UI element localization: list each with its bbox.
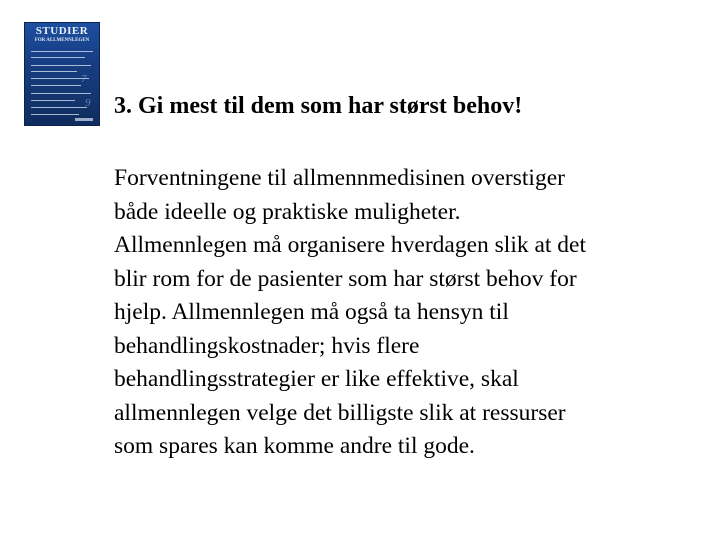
body-line: behandlingsstrategier er like effektive, skal: [114, 366, 519, 392]
body-line: blir rom for de pasienter som har størst behov for: [114, 265, 577, 292]
body-line: allmennlegen velge det billigste slik at ressurser: [114, 399, 566, 426]
poster-text-line: [31, 51, 93, 52]
body-line: både ideelle og praktiske muligheter.: [114, 198, 461, 225]
poster-text-line: [31, 93, 91, 94]
poster-text-line: [31, 100, 75, 101]
body-line: Forventningene til allmennmedisinen overstiger: [114, 165, 565, 191]
body-line: som spares kan komme andre til gode.: [114, 433, 475, 459]
body-line: behandlingskostnader; hvis flere: [114, 332, 420, 359]
poster-thumbnail: [24, 22, 100, 126]
slide-heading: 3. Gi mest til dem som har størst behov!: [114, 93, 523, 119]
poster-subtitle: FOR ALLMENNLEGEN: [34, 38, 90, 43]
poster-decoration: 9: [85, 97, 91, 109]
poster-footer: [75, 118, 93, 121]
poster-text-line: [31, 57, 85, 58]
body-line: hjelp. Allmennlegen må også ta hensyn til: [114, 299, 509, 325]
body-line: Allmennlegen må organisere hverdagen slik at det: [114, 232, 587, 258]
slide-body: [114, 162, 694, 464]
poster-text-line: [31, 114, 79, 115]
poster-text-line: [31, 65, 91, 66]
poster-text-line: [31, 85, 81, 86]
poster-decoration: 7: [81, 73, 87, 85]
poster-text-line: [31, 107, 87, 108]
poster-text-line: [31, 71, 77, 72]
poster-title: STUDIER: [35, 25, 89, 37]
